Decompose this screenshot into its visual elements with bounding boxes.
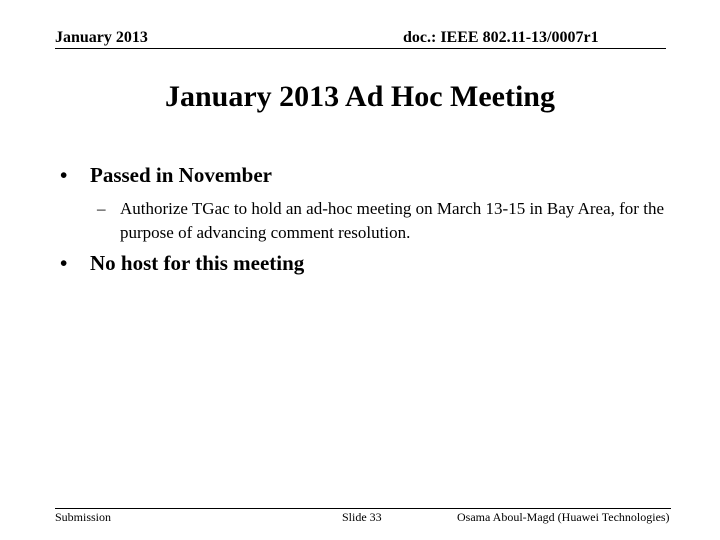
sub-bullet-text: Authorize TGac to hold an ad-hoc meeting on March 13-15 in Bay Area, for the purpose of advancing comment resolution. — [120, 199, 664, 242]
slide-title: January 2013 Ad Hoc Meeting — [165, 80, 555, 113]
bullet-text: No host for this meeting — [90, 251, 305, 275]
bullet-item — [60, 251, 304, 276]
header-document-id: doc.: IEEE 802.11-13/0007r1 — [403, 29, 599, 46]
bullet-marker: • — [60, 251, 68, 275]
footer-submission: Submission — [55, 510, 112, 524]
footer-slide-number: Slide 33 — [342, 510, 382, 524]
bullet-text: Passed in November — [90, 163, 272, 187]
header-divider — [55, 48, 666, 49]
sub-bullet-marker: – — [97, 199, 106, 218]
footer-divider — [55, 508, 671, 509]
footer-author: Osama Aboul-Magd (Huawei Technologies) — [457, 510, 670, 524]
bullet-marker: • — [60, 163, 68, 187]
header-date: January 2013 — [55, 29, 148, 46]
bullet-item — [60, 163, 272, 188]
sub-bullet-item — [97, 197, 677, 245]
